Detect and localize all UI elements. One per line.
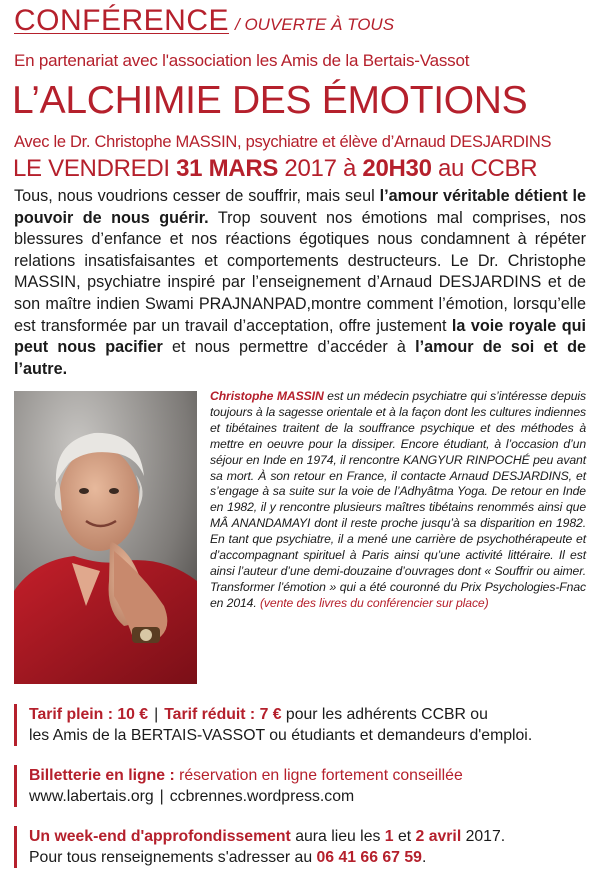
tarif-separator: | bbox=[154, 706, 159, 723]
tarif-rest: pour les adhérents CCBR ou bbox=[281, 706, 488, 723]
speaker-bio bbox=[210, 389, 586, 612]
tarif-block bbox=[14, 704, 600, 746]
intro-bold: l’amour de soi et de l’autre. bbox=[14, 338, 586, 378]
bio-name: Christophe MASSIN bbox=[210, 389, 324, 403]
intro-text: Tous, nous voudrions cesser de souffrir, mais seul bbox=[14, 187, 380, 205]
weekend-line bbox=[29, 826, 600, 847]
intro-bold: l’amour véritable détient le pouvoir de nous guérir. bbox=[14, 187, 586, 227]
billetterie-label: Billetterie en ligne : bbox=[29, 767, 175, 784]
date-time: 20H30 bbox=[362, 155, 432, 182]
weekend-label: Un week-end d'approfondissement bbox=[29, 828, 291, 845]
tarif-line-2: les Amis de la BERTAIS-VASSOT ou étudiants et demandeurs d'emploi. bbox=[29, 727, 533, 744]
partnership-line: En partenariat avec l'association les Amis de la Bertais-Vassot bbox=[14, 51, 470, 70]
tarif-reduit: Tarif réduit : 7 € bbox=[164, 706, 282, 723]
page-title: L’ALCHIMIE DES ÉMOTIONS bbox=[12, 79, 528, 122]
billetterie-block bbox=[14, 765, 600, 807]
intro-text: Trop souvent nos émotions mal comprises, nos blessures d’enfance et nos réactions égotiques nous condamnent à répéter relations insatisfaisantes et comportements destructeurs. Le Dr. Christophe MASSIN, psychiatre inspiré par l’enseignement d’Arnaud DESJARDINS et de son maître indien Swami PRAJNANPAD,montre comment l’émotion, lorsqu’elle est transformée par un travail d’acceptation, offre justement bbox=[14, 208, 586, 335]
conference-label: CONFÉRENCE bbox=[14, 4, 230, 37]
weekend-contact bbox=[29, 847, 600, 868]
contact-text: Pour tous renseignements s'adresser au bbox=[29, 849, 317, 866]
weekend-day1: 1 bbox=[384, 828, 394, 845]
weekend-text: et bbox=[393, 828, 416, 845]
site-link-ccbr[interactable]: ccbrennes.wordpress.com bbox=[169, 788, 355, 805]
contact-phone[interactable]: 06 41 66 67 59 bbox=[316, 849, 422, 866]
intro-bold: la voie royale qui peut nous pacifier bbox=[14, 316, 586, 357]
weekend-block bbox=[14, 826, 600, 868]
billetterie-sites bbox=[29, 786, 600, 807]
date-line bbox=[13, 155, 537, 183]
tarif-line bbox=[29, 704, 600, 725]
conference-subtitle: / OUVERTE À TOUS bbox=[235, 15, 395, 34]
weekend-day2: 2 avril bbox=[415, 828, 462, 845]
site-link-labertais[interactable]: www.labertais.org bbox=[29, 788, 154, 805]
contact-end: . bbox=[421, 849, 427, 866]
site-separator: | bbox=[159, 788, 164, 805]
tarif-plein: Tarif plein : 10 € bbox=[29, 706, 149, 723]
weekend-text: aura lieu les bbox=[290, 828, 385, 845]
billetterie-line bbox=[29, 765, 600, 786]
date-year: 2017 à bbox=[278, 155, 363, 182]
intro-paragraph bbox=[14, 186, 586, 380]
date-venue: au CCBR bbox=[431, 155, 538, 182]
billetterie-note: réservation en ligne fortement conseillée bbox=[174, 767, 463, 784]
intro-text: et nous permettre d’accéder à bbox=[162, 338, 416, 357]
speaker-photo bbox=[14, 391, 197, 684]
weekend-text: 2017. bbox=[461, 828, 506, 845]
bio-text: est un médecin psychiatre qui s’intéresse depuis toujours à la sagesse orientale et à la façon dont les cultures indiennes et tibétaines traitent de la souffrance psychique et des méthodes à mettre en oeuvre pour la dissiper. Encore étudiant, à l’occasion d’un séjour en Inde en 1974, il rencontre KANGYUR RINPOCHÉ peu avant sa mort. À son retour en France, il contacte Arnaud DESJARDINS, et s’engage à sa suite sur la voie de l’Adhyâtma Yoga. De retour en Inde en 1982, il y rencontre plusieurs maîtres tibétains renommés ainsi que MÂ ANANDAMAYI dont il reste proche jusqu’à sa disparition en 1982. En tant que psychiatre, il a mené une carrière de psychothérapeute et d’accompagnant spirituel à Paris ainsi qu’une activité littéraire. Il est ainsi l’auteur d’une demi-douzaine d’ouvrages dont « Souffrir ou aimer. Transformer l’émotion » qui a été couronné du Prix Psychologies-Fnac en 2014. bbox=[210, 389, 586, 610]
header-line bbox=[14, 4, 394, 38]
speaker-line: Avec le Dr. Christophe MASSIN, psychiatre et élève d’Arnaud DESJARDINS bbox=[14, 133, 552, 151]
date-day: 31 MARS bbox=[176, 155, 279, 182]
bio-note: (vente des livres du conférencier sur place) bbox=[256, 595, 489, 610]
date-prefix: LE VENDREDI bbox=[13, 155, 177, 182]
